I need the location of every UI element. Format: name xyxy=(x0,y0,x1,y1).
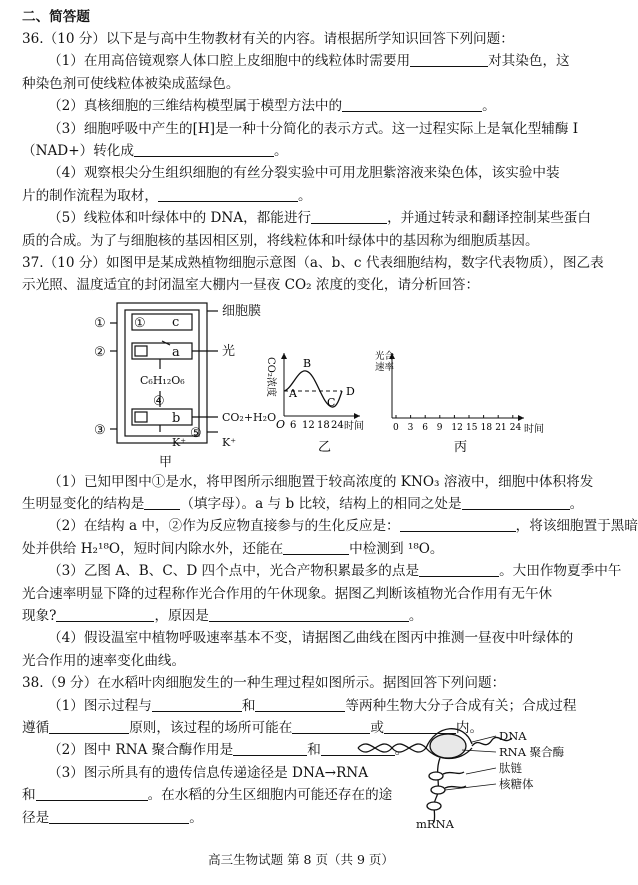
bing-y-label xyxy=(375,350,397,373)
yi-y-label: CO₂浓度 xyxy=(265,356,276,397)
answer-blank[interactable] xyxy=(283,540,349,555)
label-products: CO₂+H₂O xyxy=(222,410,277,424)
thylakoid xyxy=(135,346,147,356)
figure-label-bing: 丙 xyxy=(454,439,468,455)
section-title: 二、简答题 xyxy=(22,9,90,25)
bing-tick-label: 18 xyxy=(480,422,493,433)
peptide-chain-1 xyxy=(443,772,464,774)
bing-tick-label: 0 xyxy=(393,422,399,433)
cristae xyxy=(135,412,147,422)
label-light: 光 xyxy=(222,343,236,359)
label-3: ③ xyxy=(94,422,106,438)
label-b: b xyxy=(172,410,181,426)
q38-line-2: （1）图示过程与 和 等两种生物大分子合成有关；合成过程 xyxy=(48,697,577,714)
answer-blank[interactable] xyxy=(233,741,307,756)
bing-tick-label: 15 xyxy=(466,422,478,433)
answer-blank[interactable] xyxy=(462,495,570,510)
label-k-in: K⁺ xyxy=(172,435,187,449)
label-k-out: K⁺ xyxy=(222,435,237,449)
answer-blank[interactable] xyxy=(311,209,387,224)
label-dna: DNA xyxy=(499,729,527,744)
label-5: ⑤ xyxy=(190,425,202,441)
label-rna-polymerase: RNA 聚合酶 xyxy=(499,745,565,760)
q36-line-3: 种染色剂可使线粒体被染成蓝绿色。 xyxy=(22,75,240,92)
figure-label-jia: 甲 xyxy=(159,454,173,470)
q36-line-1: 36.（10 分）以下是与高中生物教材有关的内容。请根据所学知识回答下列问题： xyxy=(22,31,514,47)
ribosome-3 xyxy=(427,802,441,810)
bing-y-label-1: 光合 xyxy=(375,350,395,362)
q37-line-8: 光合速率明显下降的过程称作光合作用的午休现象。据图乙判断该植物光合作用有无午休 xyxy=(22,585,553,602)
rna-polymerase-shape xyxy=(430,734,466,758)
yi-x-label: 时间 xyxy=(344,420,364,432)
answer-blank[interactable] xyxy=(144,495,180,510)
figure-38-svg xyxy=(356,716,565,832)
label-4: ④ xyxy=(153,393,165,409)
label-ribosome: 核糖体 xyxy=(499,777,534,792)
question-36 xyxy=(22,28,591,252)
bing-tick-label: 3 xyxy=(407,422,414,433)
bing-tick-label: 6 xyxy=(422,422,428,433)
answer-blank[interactable] xyxy=(56,607,154,622)
yi-tick-24: 24 xyxy=(331,419,344,431)
q36-line-9: （5）线粒体和叶绿体中的 DNA，都能进行 ，并通过转录和翻译控制某些蛋白 xyxy=(48,210,591,227)
yi-origin: O xyxy=(276,417,286,431)
answer-blank[interactable] xyxy=(152,697,242,712)
answer-blank[interactable] xyxy=(342,97,482,112)
answer-blank[interactable] xyxy=(255,697,345,712)
q37-line-9: 现象? ，原因是 。 xyxy=(22,608,423,625)
answer-blank[interactable] xyxy=(209,607,409,622)
bing-x-arrow xyxy=(518,415,524,421)
figure-label-yi: 乙 xyxy=(318,439,332,455)
q38-line-6: 和 。在水稻的分生区细胞内可能还存在的途 xyxy=(22,787,393,804)
q38-line-3: 遵循 原则，该过程的场所可能在 或 内。 xyxy=(22,719,484,736)
yi-point-b: B xyxy=(303,356,312,370)
bing-tick-label: 12 xyxy=(451,422,463,433)
answer-blank[interactable] xyxy=(410,52,488,67)
q36-line-10: 质的合成。为了与细胞核的基因相区别，将线粒体和叶绿体中的基因称为细胞质基因。 xyxy=(22,232,539,249)
figure-38 xyxy=(356,716,565,832)
answer-blank[interactable] xyxy=(49,809,189,824)
answer-blank[interactable] xyxy=(36,786,148,801)
yi-x-arrow xyxy=(354,413,360,419)
label-1: ① xyxy=(94,315,106,331)
q37-line-2: 示光照、温度适宜的封闭温室大棚内一昼夜 CO₂ 浓度的变化，请分析回答： xyxy=(22,277,480,294)
q37-line-10: （4）假设温室中植物呼吸速率基本不变，请据图乙曲线在图丙中推测一昼夜中叶绿体的 xyxy=(48,630,574,647)
yi-point-a: A xyxy=(289,386,297,400)
dna-strand-left-2 xyxy=(358,744,426,752)
leader-peptide xyxy=(466,768,496,774)
label-mrna: mRNA xyxy=(416,817,454,832)
q37-line-4: 生明显变化的结构是 （填字母）。a 与 b 比较，结构上的相同之处是 。 xyxy=(22,496,584,513)
yi-point-d: D xyxy=(346,384,355,398)
bing-x-label: 时间 xyxy=(524,423,544,435)
label-peptide: 肽链 xyxy=(499,761,522,776)
chloroplast-a xyxy=(132,343,192,359)
label-2: ② xyxy=(94,344,106,360)
answer-blank[interactable] xyxy=(400,517,516,532)
ribosome-1 xyxy=(429,772,443,780)
q36-line-8: 片的制作流程为取材， 。 xyxy=(22,187,312,204)
q37-line-7: （3）乙图 A、B、C、D 四个点中，光合产物积累最多的点是 。大田作物夏季中午 xyxy=(48,563,622,580)
answer-blank[interactable] xyxy=(158,187,298,202)
answer-blank[interactable] xyxy=(419,562,499,577)
figure-37-svg xyxy=(22,301,580,471)
q36-line-6: （NAD+）转化成 。 xyxy=(22,142,288,159)
ribosome-2 xyxy=(431,786,445,794)
q38-line-1: 38.（9 分）在水稻叶肉细胞发生的一种生理过程如图所示。据图回答下列问题： xyxy=(22,675,506,692)
label-1-inner: ① xyxy=(134,315,146,331)
yi-point-c: C xyxy=(327,395,336,409)
answer-blank[interactable] xyxy=(134,142,274,157)
q37-line-1: 37.（10 分）如图甲是某成熟植物细胞示意图（a、b、c 代表细胞结构，数字代表物质），图乙表 xyxy=(22,254,604,271)
q38-line-5: （3）图示所具有的遗传信息传递途径是 DNA→RNA xyxy=(48,764,369,781)
q38-line-7: 径是 。 xyxy=(22,809,203,826)
label-a: a xyxy=(172,344,180,360)
chart-bing xyxy=(375,350,544,455)
cell-wall-outer xyxy=(117,303,207,443)
chart-yi xyxy=(265,353,364,455)
question-37 xyxy=(22,252,638,672)
transcription-drawing xyxy=(358,729,512,822)
q36-line-5: （3）细胞呼吸中产生的[H]是一种十分简化的表示方式。这一过程实际上是氧化型辅酶 I xyxy=(48,120,579,137)
q37-line-6: 处并供给 H₂¹⁸O，短时间内除水外，还能在 中检测到 ¹⁸O。 xyxy=(22,540,444,557)
mitochondrion-b xyxy=(132,409,192,425)
bing-tick-label: 9 xyxy=(436,422,443,433)
q36-line-4: （2）真核细胞的三维结构模型属于模型方法中的 。 xyxy=(48,98,496,115)
leader-rna-pol xyxy=(462,750,496,752)
bing-tick-label: 21 xyxy=(495,422,507,433)
cell-diagram-labels xyxy=(94,304,276,470)
q36-line-7: （4）观察根尖分生组织细胞的有丝分裂实验中可用龙胆紫溶液来染色体，该实验中装 xyxy=(48,165,560,182)
bing-y-label-2: 速率 xyxy=(375,361,395,373)
q38-line-4: （2）图中 RNA 聚合酶作用是 和 。 xyxy=(48,742,409,759)
label-c: c xyxy=(172,314,180,330)
yi-tick-18: 18 xyxy=(317,419,330,431)
cell-diagram-jia xyxy=(110,303,218,443)
q36-line-2: （1）在用高倍镜观察人体口腔上皮细胞中的线粒体时需要用 对其染色，这 xyxy=(48,53,570,70)
q37-line-11: 光合作用的速率变化曲线。 xyxy=(22,652,186,669)
q37-line-3: （1）已知甲图中①是水，将甲图所示细胞置于较高浓度的 KNO₃ 溶液中，细胞中体积将发 xyxy=(48,473,594,490)
bing-tick-label: 24 xyxy=(509,422,522,433)
label-cell-membrane: 细胞膜 xyxy=(222,303,262,319)
yi-tick-6: 6 xyxy=(290,419,297,431)
yi-y-arrow xyxy=(281,353,287,359)
question-38 xyxy=(22,672,580,832)
figure-37 xyxy=(22,301,580,471)
q37-line-5: （2）在结构 a 中，②作为反应物直接参与的生化反应是： ，将该细胞置于黑暗 xyxy=(48,518,638,535)
page-footer: 高三生物试题 第 8 页（共 9 页） xyxy=(208,852,394,867)
answer-blank[interactable] xyxy=(49,719,129,734)
label-glucose: C₆H₁₂O₆ xyxy=(140,373,185,387)
yi-tick-12: 12 xyxy=(302,419,315,431)
